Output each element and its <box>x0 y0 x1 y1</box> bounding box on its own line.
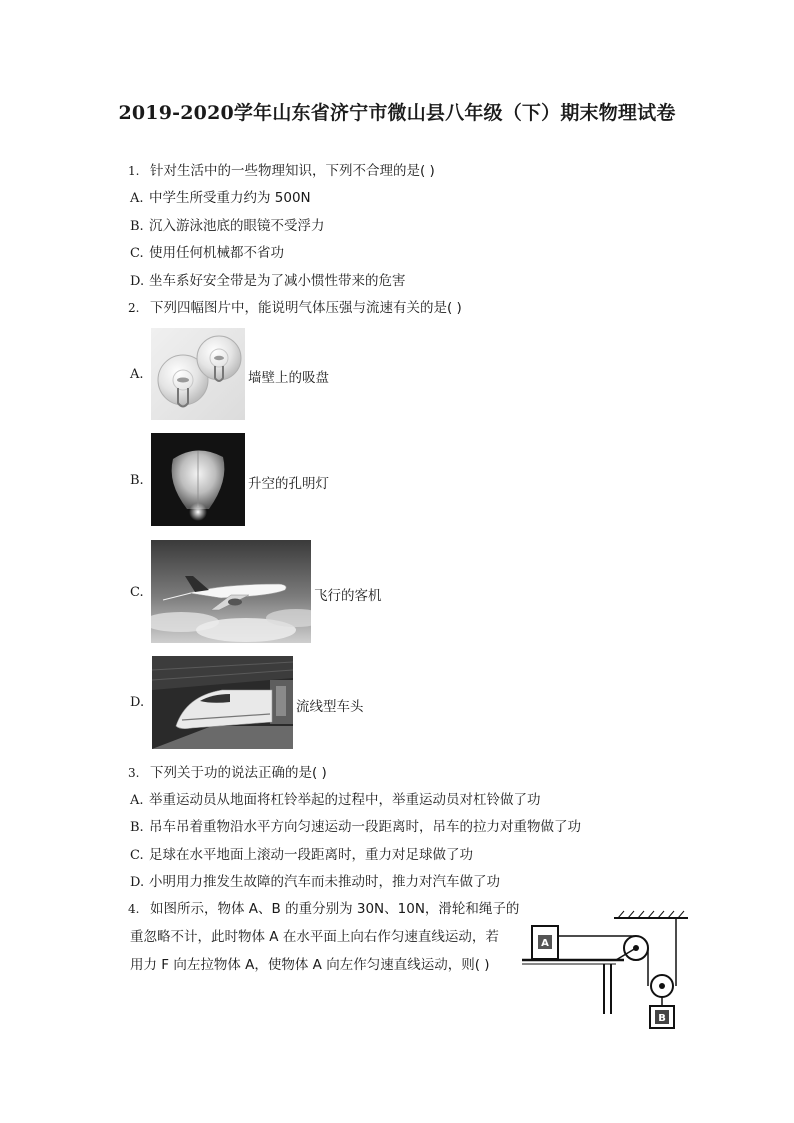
q1-option-d <box>130 272 406 291</box>
q1-option-a-letter: A. <box>130 191 144 206</box>
question-1-stem: 针对生活中的一些物理知识，下列不合理的是( ) <box>150 163 435 179</box>
pulley-diagram <box>518 908 696 1036</box>
q2-option-a-caption: 墙壁上的吸盘 <box>248 370 329 386</box>
q1-option-d-text: 坐车系好安全带是为了减小惯性带来的危害 <box>149 273 406 289</box>
q1-option-c-text: 使用任何机械都不省功 <box>149 245 284 261</box>
pulley-diagram-svg <box>518 908 696 1036</box>
question-4-line-3: 用力 F 向左拉物体 A，使物体 A 向左作匀速直线运动，则( ) <box>130 957 490 973</box>
page-title: 2019-2020学年山东省济宁市微山县八年级（下）期末物理试卷 <box>118 102 676 124</box>
question-4-number: 4. <box>128 902 140 916</box>
block-a-label: A <box>541 938 549 949</box>
q3-option-c <box>130 846 473 865</box>
question-4-line-2: 重忽略不计，此时物体 A 在水平面上向右作匀速直线运动，若 <box>130 929 499 945</box>
q1-option-a-text: 中学生所受重力约为 500N <box>149 190 311 206</box>
question-2 <box>128 299 462 317</box>
q1-option-b-letter: B. <box>130 219 144 234</box>
q3-option-c-text: 足球在水平地面上滚动一段距离时，重力对足球做了功 <box>149 847 473 863</box>
q3-option-d-text: 小明用力推发生故障的汽车而未推动时，推力对汽车做了功 <box>149 874 500 890</box>
question-4-line-1: 如图所示，物体 A、B 的重分别为 30N、10N，滑轮和绳子的 <box>150 901 520 917</box>
question-3-number: 3. <box>128 766 140 780</box>
q2-option-c-letter: C. <box>130 585 144 600</box>
q2-option-d-letter: D. <box>130 695 145 710</box>
q3-option-a <box>130 791 541 810</box>
q3-option-b-text: 吊车吊着重物沿水平方向匀速运动一段距离时，吊车的拉力对重物做了功 <box>149 819 581 835</box>
question-1-number: 1. <box>128 164 140 178</box>
question-4 <box>128 900 519 918</box>
q2-option-b-letter: B. <box>130 473 144 488</box>
q2-option-b-caption: 升空的孔明灯 <box>248 476 329 492</box>
q1-option-c-letter: C. <box>130 246 144 261</box>
q3-option-a-text: 举重运动员从地面将杠铃举起的过程中，举重运动员对杠铃做了功 <box>149 792 541 808</box>
sky-lantern-image <box>151 433 245 526</box>
block-b-label: B <box>658 1013 666 1024</box>
q2-option-c-caption: 飞行的客机 <box>314 588 382 604</box>
question-2-number: 2. <box>128 301 140 315</box>
airliner-image <box>151 540 311 643</box>
q3-option-b-letter: B. <box>130 820 144 835</box>
suction-cups-image <box>151 328 245 420</box>
q1-option-a <box>130 189 311 208</box>
question-1 <box>128 162 435 180</box>
q3-option-c-letter: C. <box>130 848 144 863</box>
q1-option-c <box>130 244 284 263</box>
q3-option-a-letter: A. <box>130 793 144 808</box>
question-2-stem: 下列四幅图片中，能说明气体压强与流速有关的是( ) <box>150 300 462 316</box>
q3-option-d-letter: D. <box>130 875 145 890</box>
q2-option-d-caption: 流线型车头 <box>296 699 364 715</box>
question-3-stem: 下列关于功的说法正确的是( ) <box>150 765 327 781</box>
q3-option-b <box>130 818 581 837</box>
bullet-train-image <box>152 656 293 749</box>
q1-option-b <box>130 217 325 236</box>
q2-option-a-letter: A. <box>130 367 144 382</box>
question-3 <box>128 764 327 782</box>
q1-option-b-text: 沉入游泳池底的眼镜不受浮力 <box>149 218 325 234</box>
q3-option-d <box>130 873 500 892</box>
q1-option-d-letter: D. <box>130 274 145 289</box>
